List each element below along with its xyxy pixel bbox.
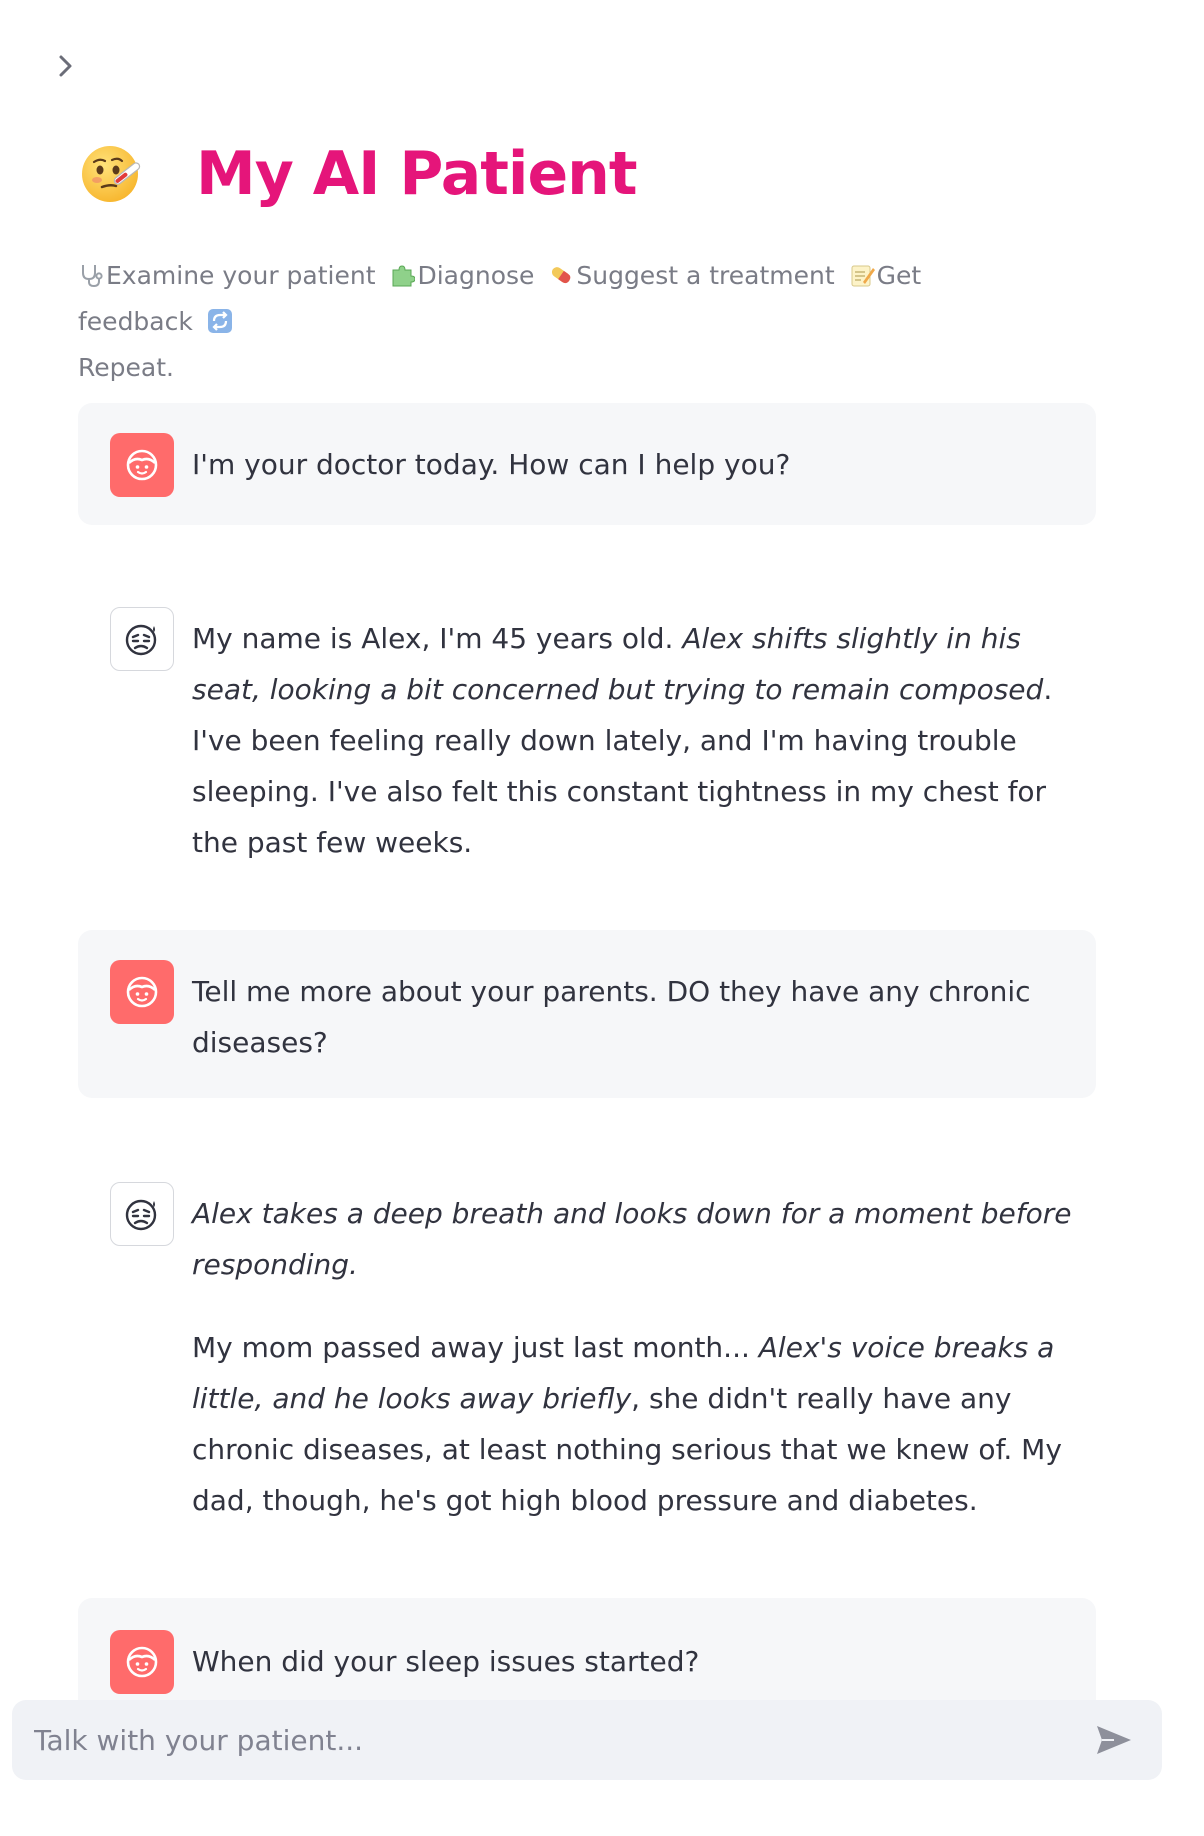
tagline-text: Get feedback — [78, 261, 922, 336]
message-text — [192, 433, 1076, 490]
chat-message-assistant — [78, 1130, 1096, 1566]
message-paragraph — [192, 613, 1076, 868]
page-title: My AI Patient — [196, 139, 637, 209]
patient-face-icon — [123, 620, 161, 658]
chat-message-user — [78, 930, 1096, 1098]
message-text — [192, 1182, 1076, 1526]
send-button[interactable] — [1086, 1712, 1142, 1768]
stethoscope-icon — [78, 262, 104, 288]
patient-face-icon — [123, 1195, 161, 1233]
message-speech-text: Tell me more about your parents. DO they have any chronic diseases? — [192, 975, 1031, 1059]
user-avatar — [110, 960, 174, 1024]
send-arrow-icon — [1094, 1723, 1134, 1757]
message-action-text: Alex takes a deep breath and looks down for a moment before responding. — [192, 1197, 1072, 1281]
message-action-text: Alex shifts slightly in his seat, looking a bit concerned but trying to remain composed — [192, 622, 1044, 706]
puzzle-piece-icon — [389, 262, 415, 288]
chat-history — [78, 403, 1096, 1724]
message-paragraph — [192, 1322, 1076, 1526]
message-paragraph — [192, 1188, 1076, 1290]
page-header — [78, 140, 637, 208]
chat-message-user — [78, 403, 1096, 525]
face-with-thermometer-icon — [78, 140, 146, 208]
message-paragraph — [192, 439, 1076, 490]
tagline-segment-examine — [78, 261, 383, 290]
assistant-avatar — [110, 1182, 174, 1246]
memo-icon — [849, 262, 875, 288]
chat-input-container — [12, 1700, 1162, 1780]
repeat-arrows-icon — [207, 308, 233, 334]
tagline-text: Suggest a treatment — [576, 261, 835, 290]
tagline-text: Diagnose — [417, 261, 535, 290]
sidebar-toggle-button[interactable] — [48, 48, 84, 84]
tagline — [78, 253, 1038, 391]
message-paragraph — [192, 966, 1076, 1068]
message-speech-text: When did your sleep issues started? — [192, 1645, 700, 1678]
message-speech-text: My name is Alex, I'm 45 years old. — [192, 622, 683, 655]
message-action-text: Alex's voice breaks a little, and he looks away briefly — [192, 1331, 1055, 1415]
message-speech-text: My mom passed away just last month... — [192, 1331, 759, 1364]
tagline-text: Repeat. — [78, 353, 174, 382]
tagline-segment-treatment — [548, 261, 842, 290]
user-avatar — [110, 433, 174, 497]
tagline-text: Examine your patient — [106, 261, 376, 290]
user-face-icon — [125, 448, 159, 482]
message-paragraph — [192, 1636, 1076, 1687]
message-text — [192, 960, 1076, 1068]
user-face-icon — [125, 1645, 159, 1679]
message-text — [192, 607, 1076, 868]
user-face-icon — [125, 975, 159, 1009]
user-avatar — [110, 1630, 174, 1694]
message-speech-text: I'm your doctor today. How can I help you? — [192, 448, 791, 481]
chevron-right-icon — [55, 53, 77, 79]
tagline-segment-diagnose — [389, 261, 542, 290]
chat-message-assistant — [78, 557, 1096, 898]
message-speech-text: . I've been feeling really down lately, and I'm having trouble sleeping. I've also felt this constant tightness in my chest for the past few weeks. — [192, 673, 1053, 859]
message-speech-text: , she didn't really have any chronic diseases, at least nothing serious that we knew of. My dad, though, he's got high blood pressure and diabetes. — [192, 1382, 1062, 1517]
pill-icon — [548, 262, 574, 288]
message-text — [192, 1630, 1076, 1687]
assistant-avatar — [110, 607, 174, 671]
chat-input[interactable] — [32, 1723, 1086, 1758]
